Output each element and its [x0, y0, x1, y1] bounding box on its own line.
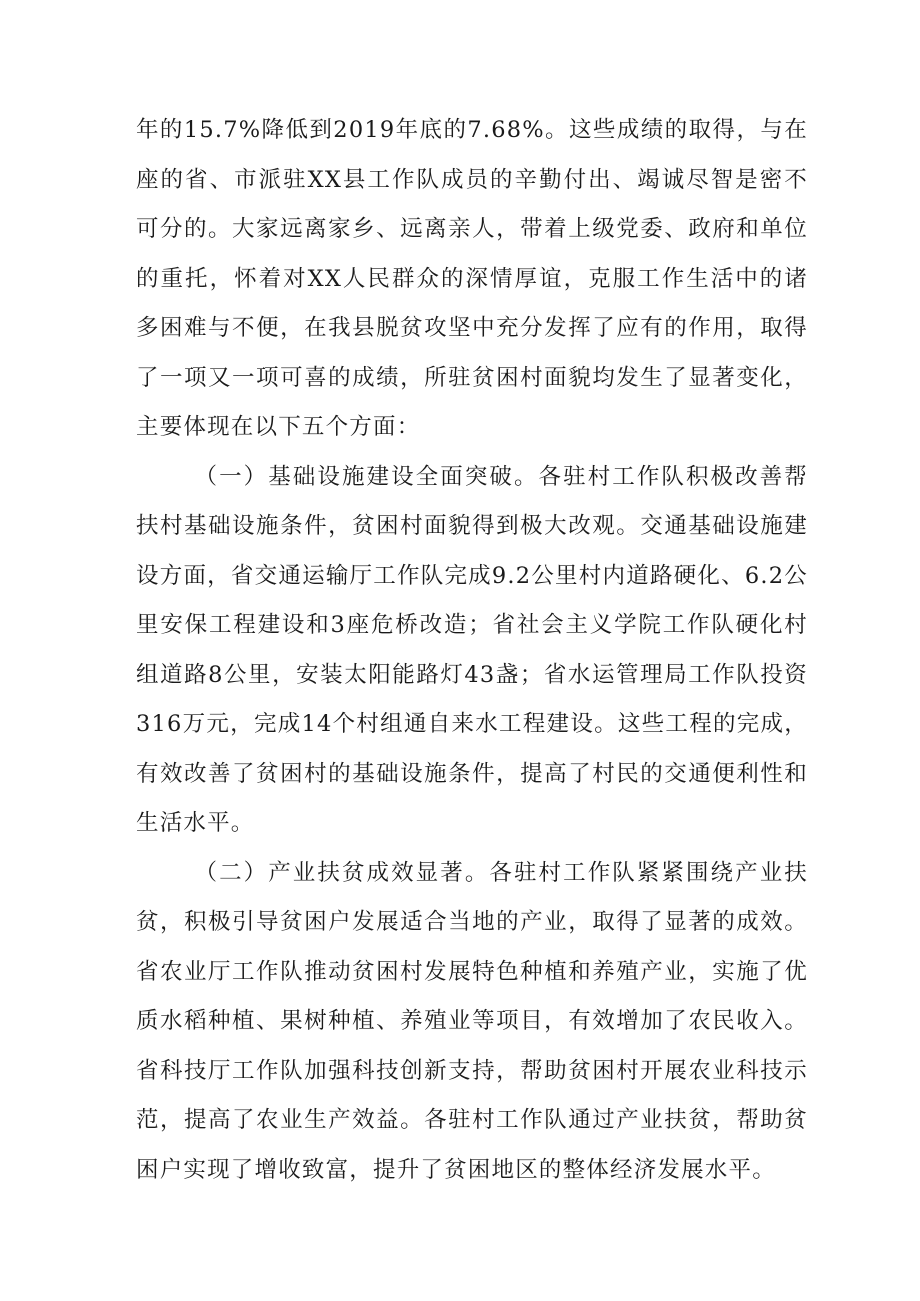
paragraph-intro: 年的15.7%降低到2019年底的7.68%。这些成绩的取得，与在座的省、市派驻XX县工作队成员的辛勤付出、竭诚尽智是密不可分的。大家远离家乡、远离亲人，带着上级党委、政府和单位的重托，怀着对XX人民群众的深情厚谊，克服工作生活中的诸多困难与不便，在我县脱贫攻坚中充分发挥了应有的作用，取得了一项又一项可喜的成绩，所驻贫困村面貌均发生了显著变化，主要体现在以下五个方面：: [136, 117, 808, 440]
paragraph-industry: （二）产业扶贫成效显著。各驻村工作队紧紧围绕产业扶贫，积极引导贫困户发展适合当地的产业，取得了显著的成效。省农业厅工作队推动贫困村发展特色种植和养殖产业，实施了优质水稻种植、果树种植、养殖业等项目，有效增加了农民收入。省科技厅工作队加强科技创新支持，帮助贫困村开展农业科技示范，提高了农业生产效益。各驻村工作队通过产业扶贫，帮助贫困户实现了增收致富，提升了贫困地区的整体经济发展水平。: [136, 859, 808, 1183]
paragraph-infrastructure: （一）基础设施建设全面突破。各驻村工作队积极改善帮扶村基础设施条件，贫困村面貌得到极大改观。交通基础设施建设方面，省交通运输厅工作队完成9.2公里村内道路硬化、6.2公里安保工程建设和3座危桥改造；省社会主义学院工作队硬化村组道路8公里，安装太阳能路灯43盏；省水运管理局工作队投资316万元，完成14个村组通自来水工程建设。这些工程的完成，有效改善了贫困村的基础设施条件，提高了村民的交通便利性和生活水平。: [136, 463, 808, 836]
document-body: [136, 106, 808, 1195]
